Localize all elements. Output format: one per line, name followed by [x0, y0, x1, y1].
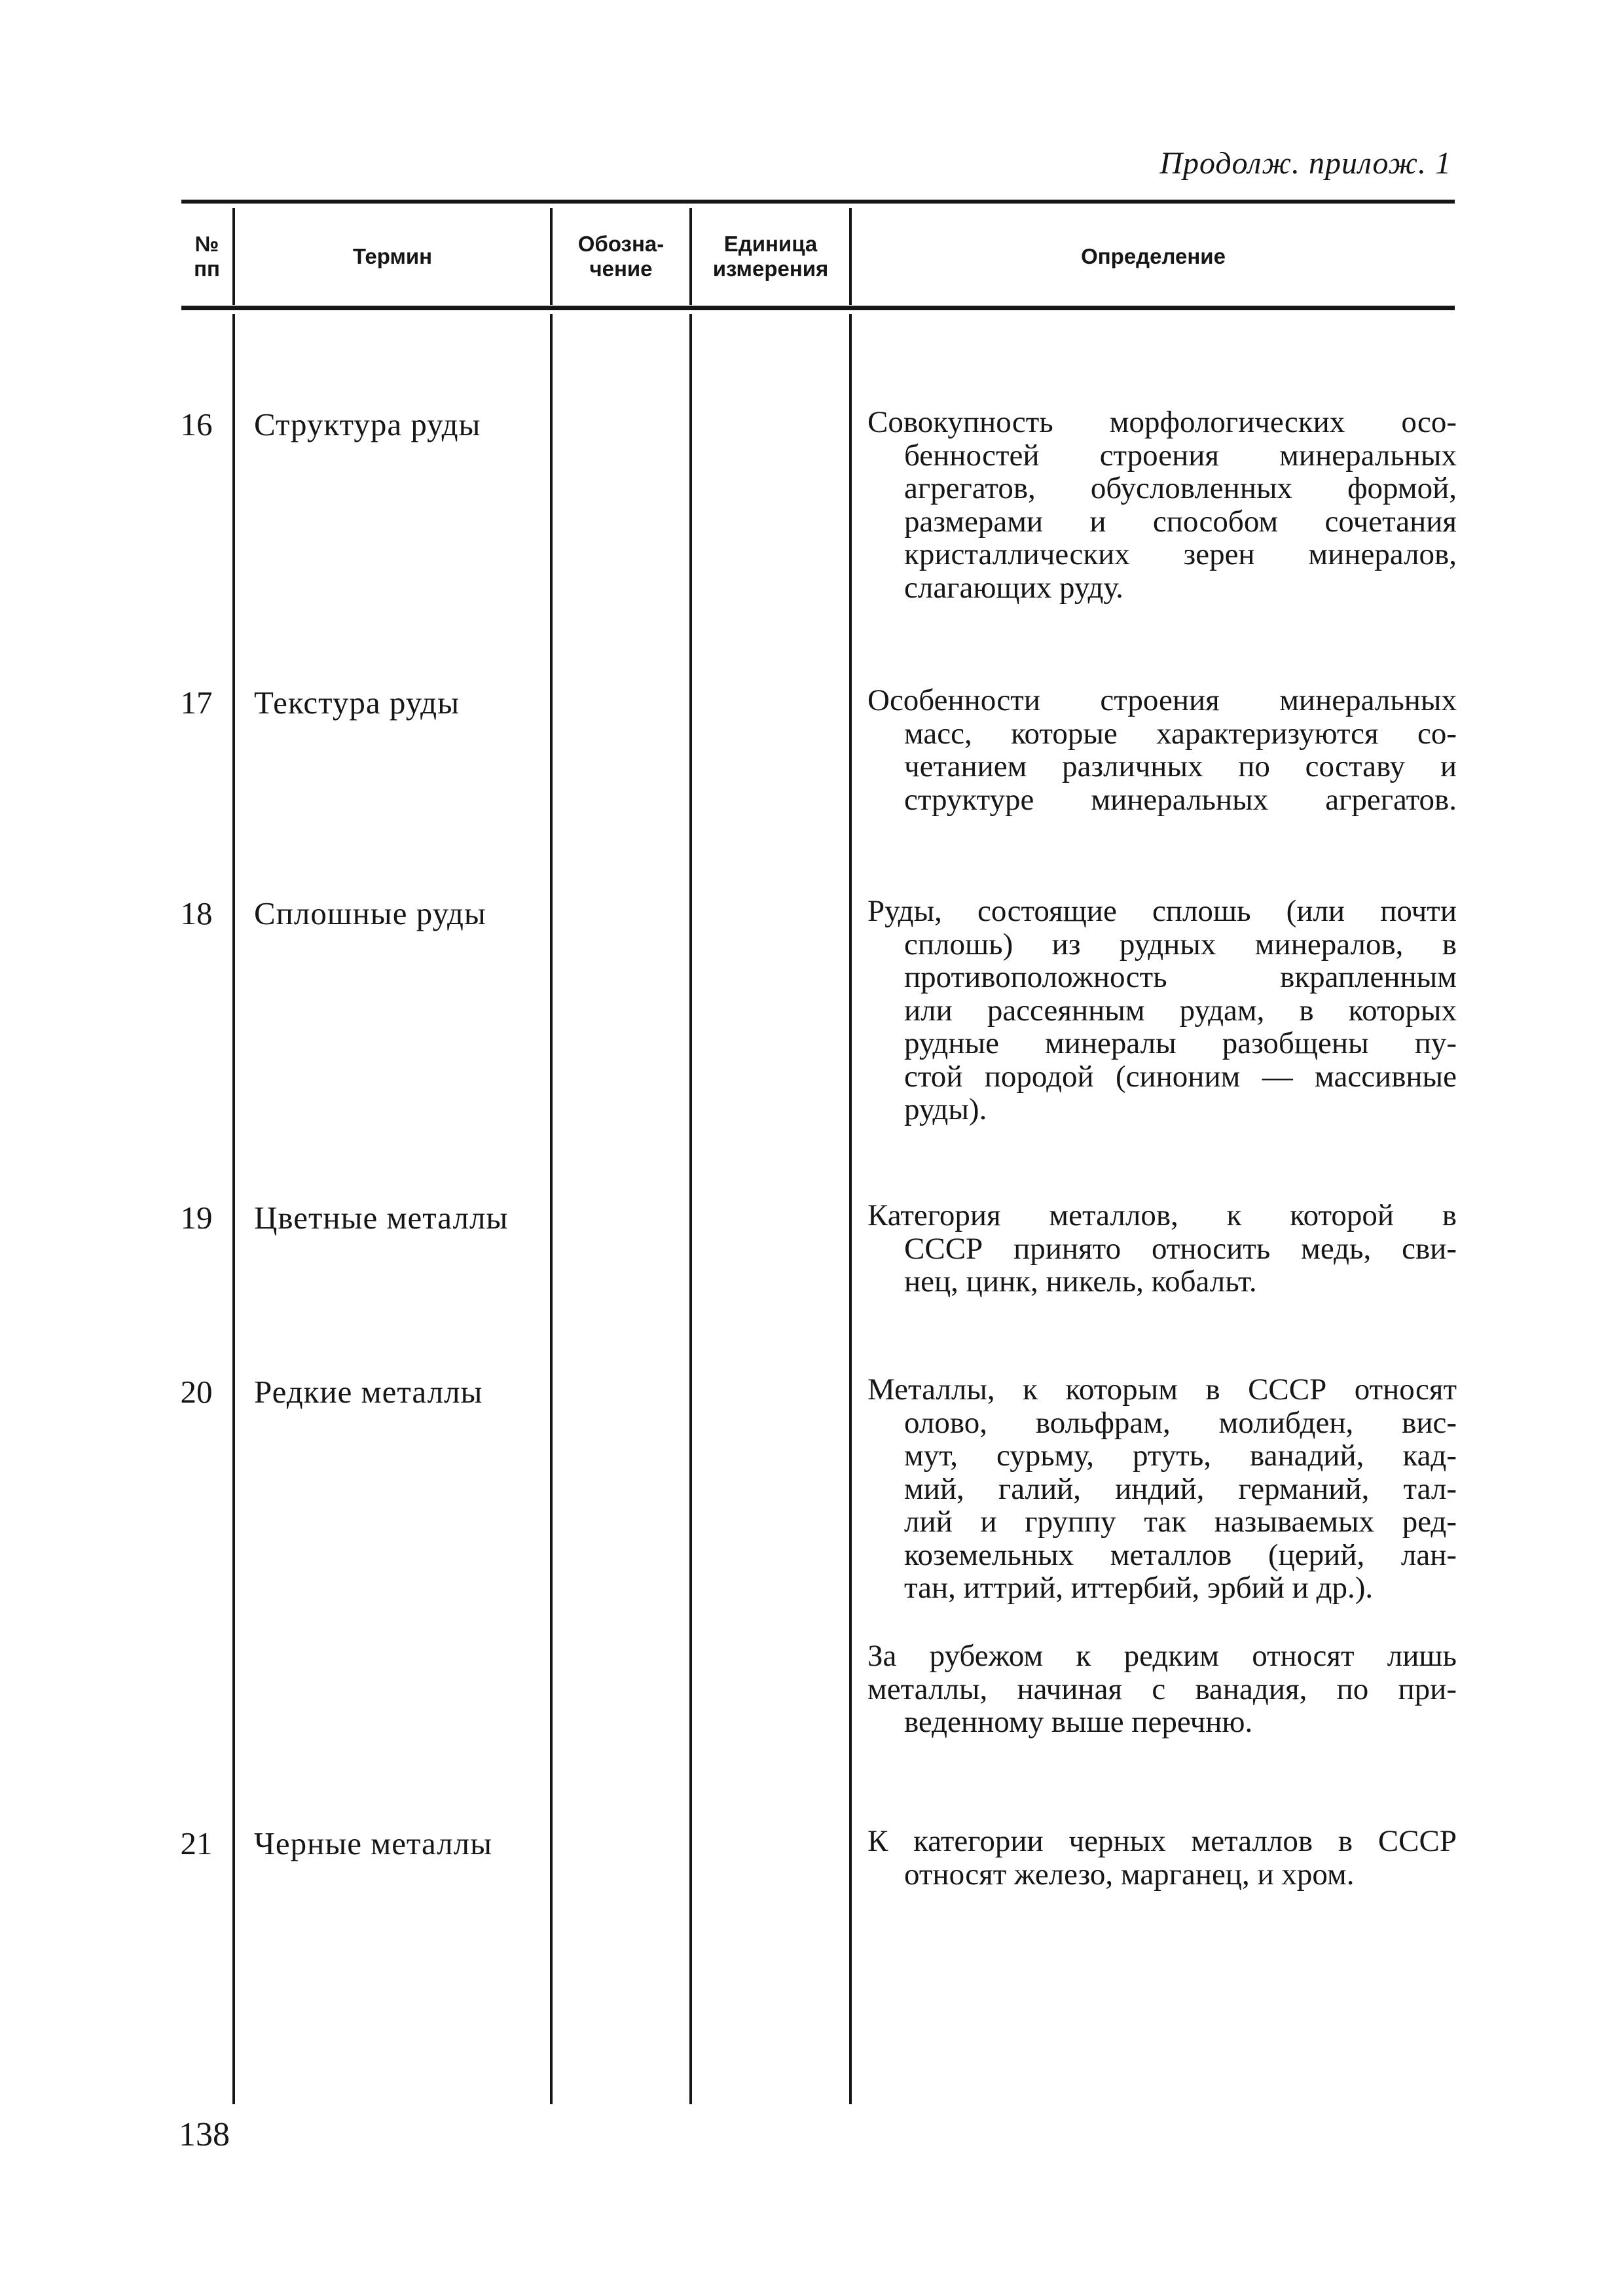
row-term: Цветные металлы	[254, 1200, 509, 1236]
table-header-rule	[181, 306, 1455, 310]
row-definition: Руды, состоящие сплошь (или почти сплошь) из рудных минералов, в противоположность вкрапленным или рассеянным рудам, в которых рудные минералы разобщены пу- стой породой (синоним — массивные руды).	[867, 894, 1457, 1126]
column-divider	[550, 314, 553, 2104]
column-header-number: № пп	[194, 232, 220, 281]
row-definition: К категории черных металлов в СССР относят железо, марганец, и хром.	[867, 1824, 1457, 1892]
column-divider	[232, 314, 235, 2104]
row-number: 21	[180, 1825, 213, 1861]
row-number: 19	[180, 1200, 213, 1236]
column-header-symbol: Обозна- чение	[577, 232, 665, 281]
row-term: Структура руды	[254, 406, 481, 442]
column-header-term: Термин	[352, 244, 433, 268]
row-definition: Категория металлов, к которой в СССР принято относить медь, сви- нец, цинк, никель, кобальт.	[867, 1198, 1457, 1299]
page-number: 138	[179, 2116, 230, 2153]
table-top-rule	[181, 200, 1455, 204]
row-number: 18	[180, 895, 213, 931]
row-term: Сплошные руды	[254, 895, 486, 931]
row-definition-note: За рубежом к редким относят лишь металлы, начиная с ванадия, по при- веденному выше перечню.	[867, 1639, 1457, 1739]
row-number: 20	[180, 1374, 213, 1410]
row-definition: Особенности строения минеральных масс, которые характеризуются со- четанием различных по составу и структуре минеральных агрегатов.	[867, 683, 1457, 817]
row-number: 17	[180, 685, 213, 721]
row-term: Редкие металлы	[254, 1374, 483, 1410]
row-definition: Металлы, к которым в СССР относят олово, вольфрам, молибден, вис- мут, сурьму, ртуть, ванадий, кад- мий, галий, индий, германий, тал- лий и группу так называемых ред- коземельных металлов (церий, лан- тан, иттрий, иттербий, эрбий и др.).	[867, 1372, 1457, 1605]
row-definition: Совокупность морфологических осо- бенностей строения минеральных агрегатов, обусловленных формой, размерами и способом сочетания кристаллических зерен минералов, слагающих руду.	[867, 405, 1457, 605]
column-header-definition: Определение	[1081, 244, 1226, 268]
page-header: Продолж. прилож. 1	[1159, 146, 1451, 181]
column-divider	[689, 314, 692, 2104]
column-divider	[849, 314, 852, 2104]
row-term: Текстура руды	[254, 685, 460, 721]
column-header-unit: Единица измерения	[712, 232, 829, 281]
row-number: 16	[180, 406, 213, 442]
row-term: Черные металлы	[254, 1825, 493, 1861]
